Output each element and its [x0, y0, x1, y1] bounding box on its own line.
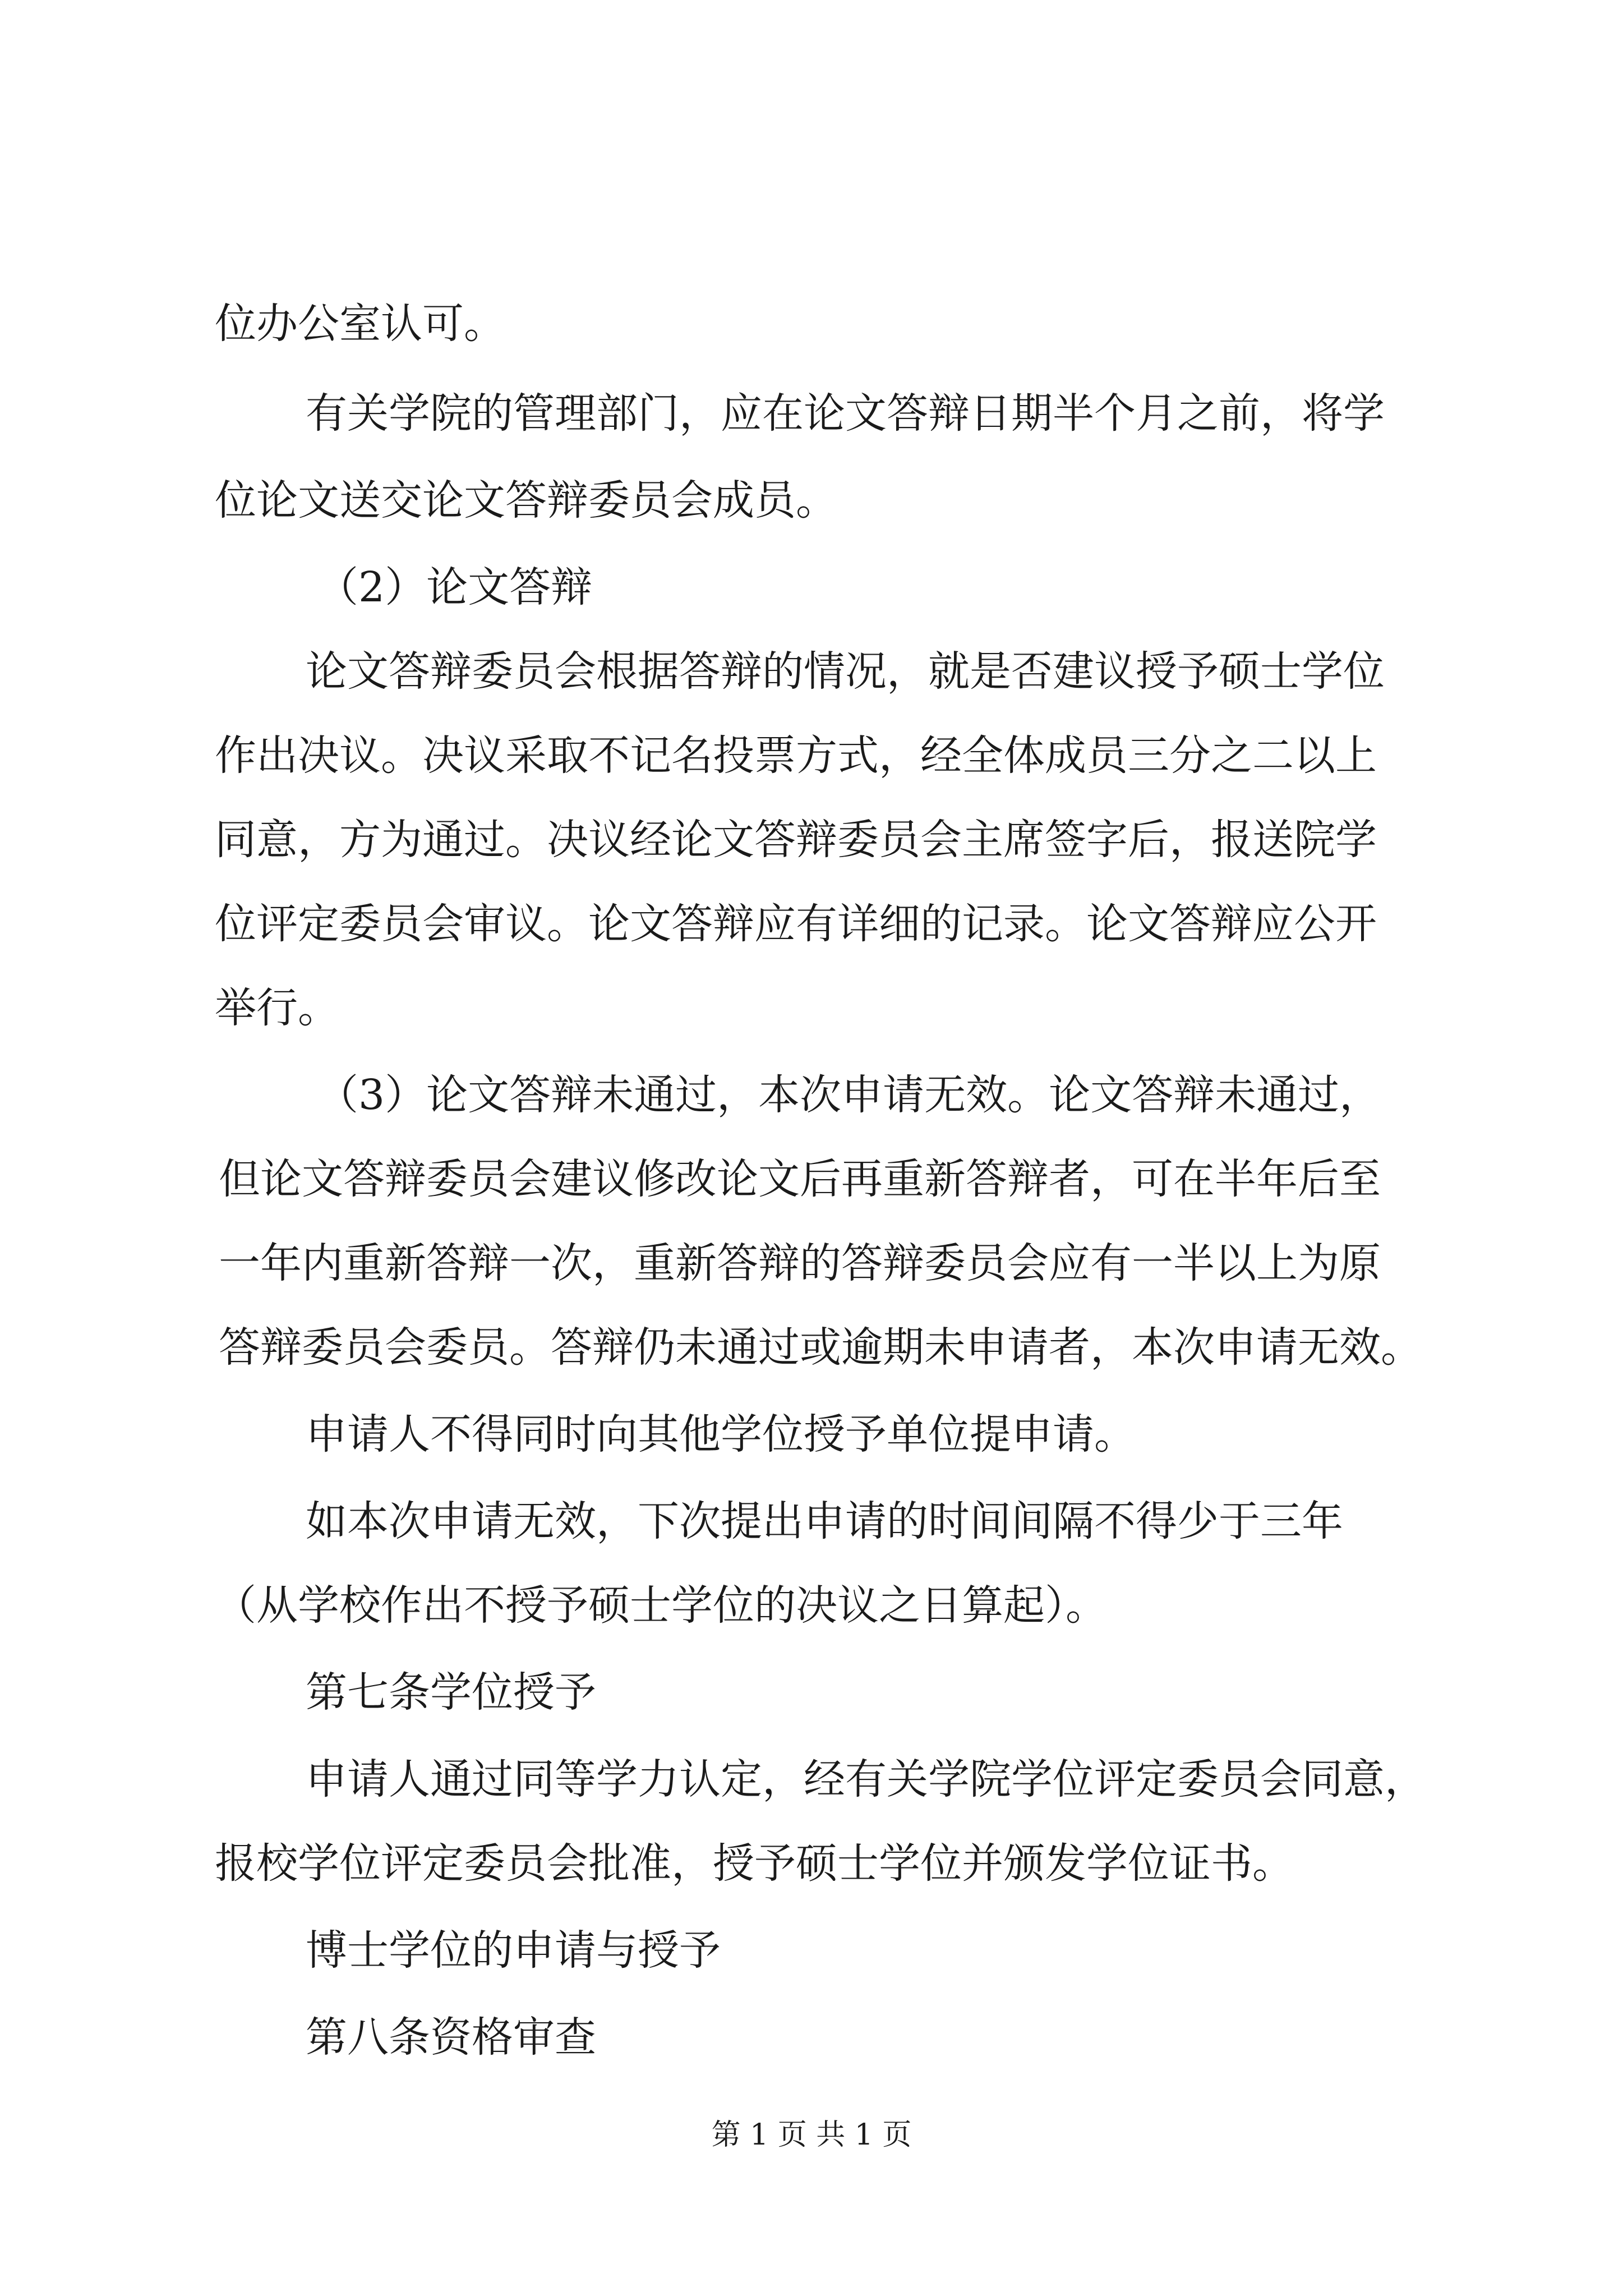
text-line: 位办公室认可。: [215, 300, 505, 348]
text-line: 举行。: [215, 984, 339, 1032]
text-line: 论文答辩委员会根据答辩的情况，就是否建议授予硕士学位: [306, 647, 1385, 696]
text-line: 答辩委员会委员。答辩仍未通过或逾期未申请者，本次申请无效。: [219, 1323, 1422, 1372]
text-line: （2）论文答辩: [317, 563, 593, 611]
text-line: 申请人通过同等学力认定，经有关学院学位评定委员会同意，: [306, 1755, 1426, 1803]
text-line: 位评定委员会审议。论文答辩应有详细的记录。论文答辩应公开: [215, 900, 1377, 948]
text-line: 位论文送交论文答辩委员会成员。: [215, 476, 837, 524]
text-line: 作出决议。决议采取不记名投票方式，经全体成员三分之二以上: [215, 731, 1377, 780]
page-footer: 第 1 页 共 1 页: [711, 2118, 912, 2152]
text-line: （从学校作出不授予硕士学位的决议之日算起）。: [215, 1581, 1107, 1630]
text-line: 但论文答辩委员会建议修改论文后再重新答辩者，可在半年后至: [219, 1155, 1381, 1203]
text-line: 第七条学位授予: [306, 1668, 596, 1717]
text-line: 同意，方为通过。决议经论文答辩委员会主席签字后，报送院学: [215, 816, 1377, 864]
text-line: 有关学院的管理部门，应在论文答辩日期半个月之前，将学: [306, 389, 1385, 438]
text-line: 一年内重新答辩一次，重新答辩的答辩委员会应有一半以上为原: [219, 1239, 1381, 1287]
text-line: 报校学位评定委员会批准，授予硕士学位并颁发学位证书。: [215, 1839, 1294, 1888]
text-line: （3）论文答辩未通过，本次申请无效。论文答辩未通过，: [317, 1071, 1381, 1119]
text-line: 第八条资格审查: [306, 2013, 596, 2062]
text-line: 申请人不得同时向其他学位授予单位提申请。: [306, 1410, 1136, 1458]
text-line: 博士学位的申请与授予: [306, 1926, 721, 1975]
text-line: 如本次申请无效，下次提出申请的时间间隔不得少于三年: [306, 1497, 1343, 1545]
